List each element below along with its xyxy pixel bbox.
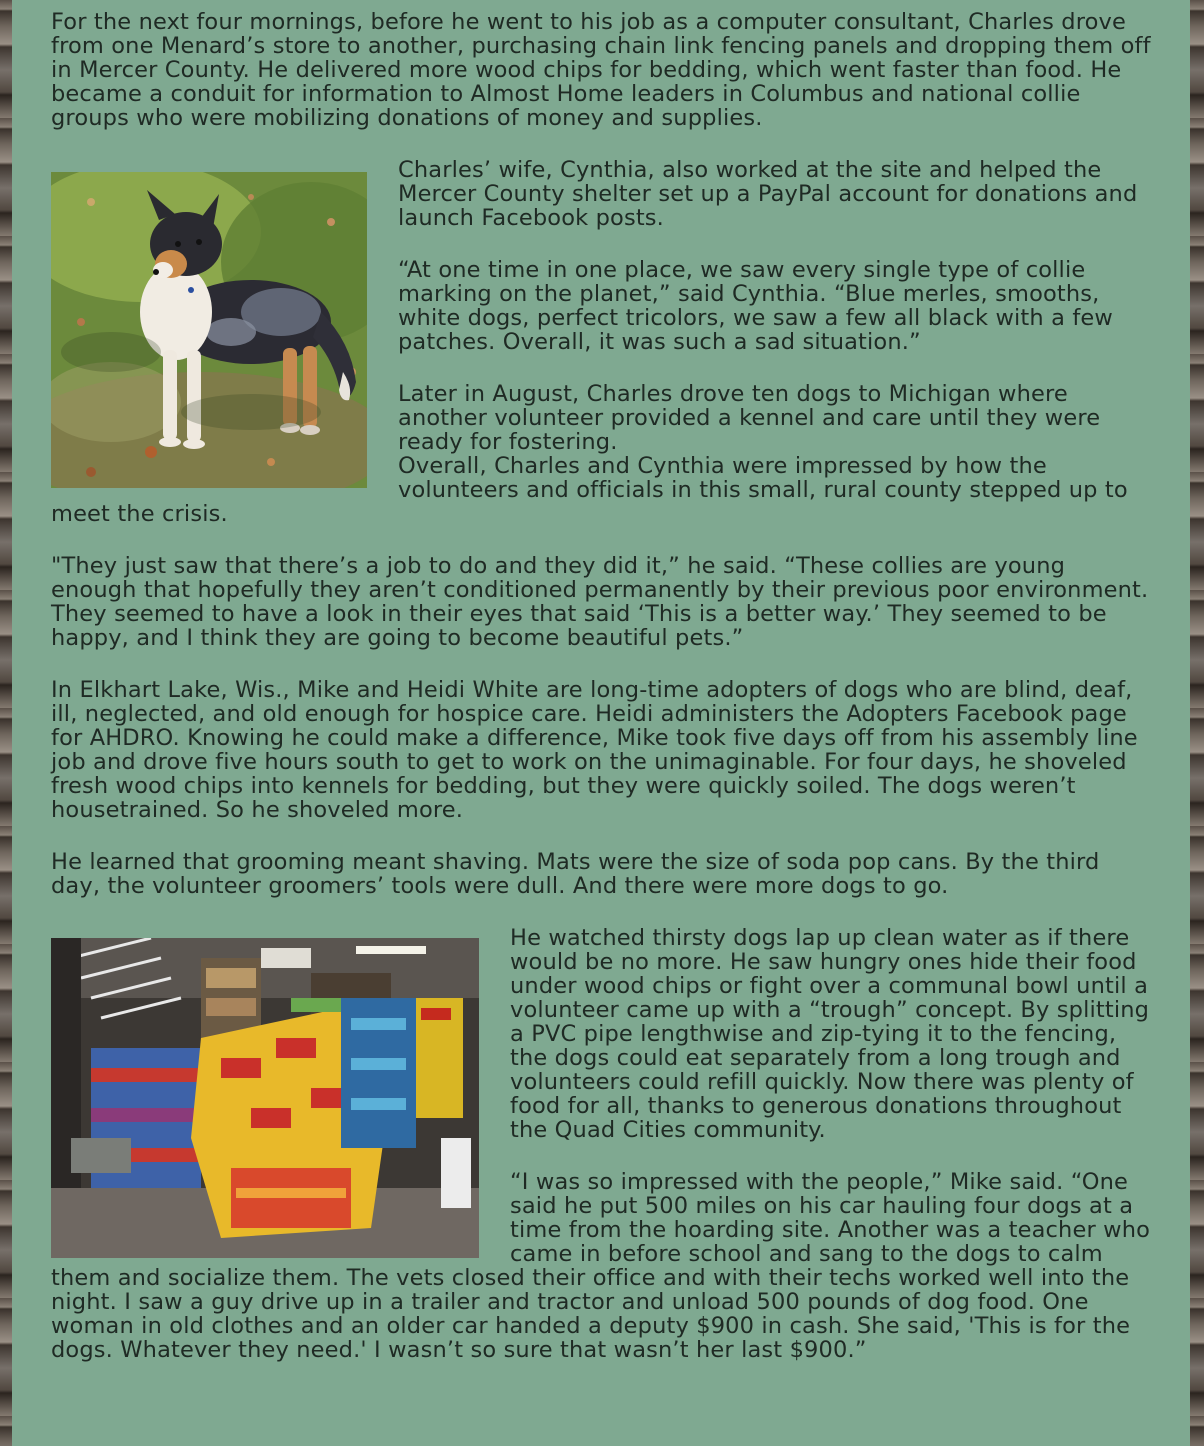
- wood-border-right: [1190, 0, 1204, 1446]
- paragraph-michigan: Later in August, Charles drove ten dogs to Michigan where another volunteer provided a kennel and care until they were ready for fostering.: [398, 381, 1101, 455]
- paragraph-impressed-people: “I was so impressed with the people,” Mike said. “One said he put 500 miles on his car hauling four dogs at a time from the hoarding site. Another was a teacher who came in before school and sang to the dogs to calm them and socialize them. The vets closed their office and with their techs worked well into the night. I saw a guy drive up in a trailer and tractor and unload 500 pounds of dog food. One woman in old clothes and an older car handed a deputy $900 in cash. She said, 'This is for the dogs. Whatever they need.' I wasn’t so sure that wasn’t her last $900.”: [51, 1169, 1151, 1363]
- dog-food-donations-photo: [51, 938, 479, 1258]
- dog-photo-icon: [51, 172, 367, 488]
- paragraph-elkhart-lake: In Elkhart Lake, Wis., Mike and Heidi White are long-time adopters of dogs who are blind, deaf, ill, neglected, and old enough for hospice care. Heidi administers the Adopters Facebook page for AHDRO. Knowing he could make a difference, Mike took five days off from his assembly line job and drove five hours south to get to work on the unimaginable. For four days, he shoveled fresh wood chips into kennels for bedding, but they were quickly soiled. The dogs weren’t housetrained. So he shoveled more.: [51, 677, 1138, 823]
- paragraph-trough: He watched thirsty dogs lap up clean water as if there would be no more. He saw hungry ones hide their food under wood chips or fight over a communal bowl until a volunteer came up with a “trough” concept. By splitting a PVC pipe lengthwise and zip-tying it to the fencing, the dogs could eat separately from a long trough and volunteers could refill quickly. Now there was plenty of food for all, thanks to generous donations throughout the Quad Cities community.: [510, 925, 1150, 1143]
- paragraph-cynthia-paypal: Charles’ wife, Cynthia, also worked at the site and helped the Mercer County shelter set up a PayPal account for donations and launch Facebook posts.: [398, 157, 1138, 231]
- paragraph-collie-markings: “At one time in one place, we saw every single type of collie marking on the planet,” said Cynthia. “Blue merles, smooths, white dogs, perfect tricolors, we saw a few all black with a few patches. Overall, it was such a sad situation.”: [398, 257, 1113, 355]
- dog-food-photo-icon: [51, 938, 479, 1258]
- paragraph-grooming: He learned that grooming meant shaving. Mats were the size of soda pop cans. By the third day, the volunteer groomers’ tools were dull. And there were more dogs to go.: [51, 849, 1100, 899]
- paragraph-job-to-do: "They just saw that there’s a job to do and they did it,” he said. “These collies are young enough that hopefully they aren’t conditioned permanently by their previous poor environment. They seemed to have a look in their eyes that said ‘This is a better way.’ They seemed to be happy, and I think they are going to become beautiful pets.”: [51, 553, 1149, 651]
- wood-border-left: [0, 0, 12, 1446]
- collie-dog-photo: [51, 172, 367, 488]
- paragraph-overall-impressed: Overall, Charles and Cynthia were impressed by how the volunteers and officials in this small, rural county stepped up to meet the crisis.: [51, 453, 1128, 527]
- paragraph-menards: For the next four mornings, before he went to his job as a computer consultant, Charles drove from one Menard’s store to another, purchasing chain link fencing panels and dropping them off in Mercer County. He delivered more wood chips for bedding, which went faster than food. He became a conduit for information to Almost Home leaders in Columbus and national collie groups who were mobilizing donations of money and supplies.: [51, 9, 1151, 131]
- article-page: [12, 0, 1190, 1446]
